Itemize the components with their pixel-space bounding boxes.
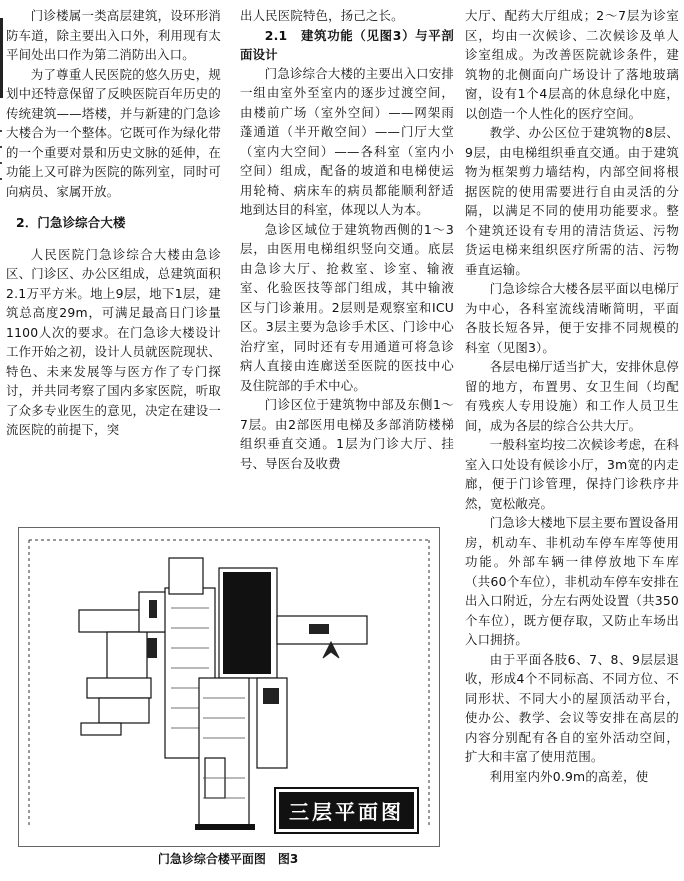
paragraph: 门急诊综合大楼的主要出入口安排一组由室外至室内的逐步过渡空间，由楼前广场（室外空间）——网架雨蓬通道（半开敞空间）——门厅大堂（室内大空间）——各科室（室内小空间）组成，配备的坡道和电梯使运用轮椅、病床车的病员都能顺利舒适地到达目的科室，体现以人为本。	[240, 65, 454, 217]
paragraph: 门诊区位于建筑物中部及东侧1～7层。由2部医用电梯及多部消防楼梯组织垂直交通。1层为门诊大厅、挂号、导医台及收费	[240, 397, 454, 471]
paragraph: 人民医院门急诊综合大楼由急诊区、门诊区、办公区组成，总建筑面积2.1万平方米。地上9层，地下1层，建筑总高度29m，可满足最高日门诊量1100人次的要求。在门急诊大楼设计工作开始之初，设计人员就医院现状、特色、未来发展等与医方作了专门探讨，并共同考察了国内多家医院，听取了众多专业医生的意见，决定在建设一流医院的前提下，突	[6, 246, 221, 437]
paragraph: 大厅、配药大厅组成；2～7层为诊室区，均由一次候诊、二次候诊及单人诊室组成。为改善医院就诊条件，建筑物的北侧面向广场设计了落地玻璃窗，设有1个4层高的休息绿化中庭，以创造一个人性化的医疗空间。	[465, 8, 679, 121]
figure-caption: 门急诊综合楼平面图 图3	[157, 852, 299, 866]
column-middle	[240, 6, 454, 473]
floor-plan-figure	[18, 527, 440, 847]
subsection-heading: 2.1 建筑功能（见图3）与平剖面设计	[240, 27, 454, 62]
page-edge-bar	[0, 18, 3, 98]
paragraph: 利用室内外0.9m的高差，使	[489, 768, 649, 784]
paragraph: 出人民医院特色，扬己之长。	[240, 8, 404, 23]
column-left	[6, 6, 221, 440]
column-right	[465, 6, 679, 786]
paragraph: 门诊楼属一类高层建筑，设环形消防车道，除主要出入口外，利用现有太平间处出口作为第二消防出入口。	[6, 8, 221, 62]
paragraph: 由于平面各肢6、7、8、9层层退收，形成4个不同标高、不同方位、不同形状、不同大小的屋顶活动平台，使办公、教学、会议等安排在高层的内容分别配有各自的室外活动空间，扩大和丰富了使用范围。	[465, 651, 679, 764]
paragraph: 门急诊综合大楼各层平面以电梯厅为中心，各科室流线清晰简明，平面各肢长短各异，便于安排不同规模的科室（见图3）。	[465, 281, 679, 355]
figure-title-label: 三层平面图	[276, 789, 417, 832]
paragraph: 各层电梯厅适当扩大，安排休息停留的地方，布置男、女卫生间（均配有残疾人专用设施）和工作人员卫生间，成为各层的综合公共大厅。	[465, 359, 679, 433]
paragraph: 急诊区域位于建筑物西侧的1～3层，由医用电梯组织竖向交通。底层由急诊大厅、抢救室、诊室、输液室、化验医技等部门组成，其中输液区与门诊兼用。2层则是观察室和ICU区。3层主要为急诊手术区、门诊中心治疗室，同时还有专用通道可将急诊病人直接由连廊送至医院的医技中心及住院部的手术中心。	[240, 221, 454, 393]
paragraph: 为了尊重人民医院的悠久历史，规划中还特意保留了反映医院百年历史的传统建筑——塔楼，并与新建的门急诊大楼合为一个整体。它既可作为绿化带的一个重要对景和历史文脉的延伸，在功能上又可辟为医院的陈列室，同时可向病员、家属开放。	[6, 66, 221, 199]
paragraph: 门急诊大楼地下层主要布置设备用房，机动车、非机动车停车库等使用功能。外部车辆一律停放地下车库（共60个车位），非机动车停车安排在出入口附近，分左右两处设置（共350个车位），既方便存取，又防止车场出入口拥挤。	[465, 515, 679, 647]
paragraph: 教学、办公区位于建筑物的8层、9层，由电梯组织垂直交通。由于建筑物为框架剪力墙结构，内部空间将根据医院的使用需要进行自由灵活的分隔，以满足不同的使用功能要求。整个建筑还设有专用的清洁货运、污物货运电梯来组织医疗所需的洁、污物垂直运输。	[465, 125, 679, 277]
section-heading: 2．门急诊综合大楼	[16, 215, 126, 230]
margin-dots	[0, 130, 3, 194]
paragraph: 一般科室均按二次候诊考虑，在科室入口处设有候诊小厅，3m宽的内走廊，便于门诊管理，保持门诊秩序井然，宽松敞亮。	[465, 437, 679, 511]
